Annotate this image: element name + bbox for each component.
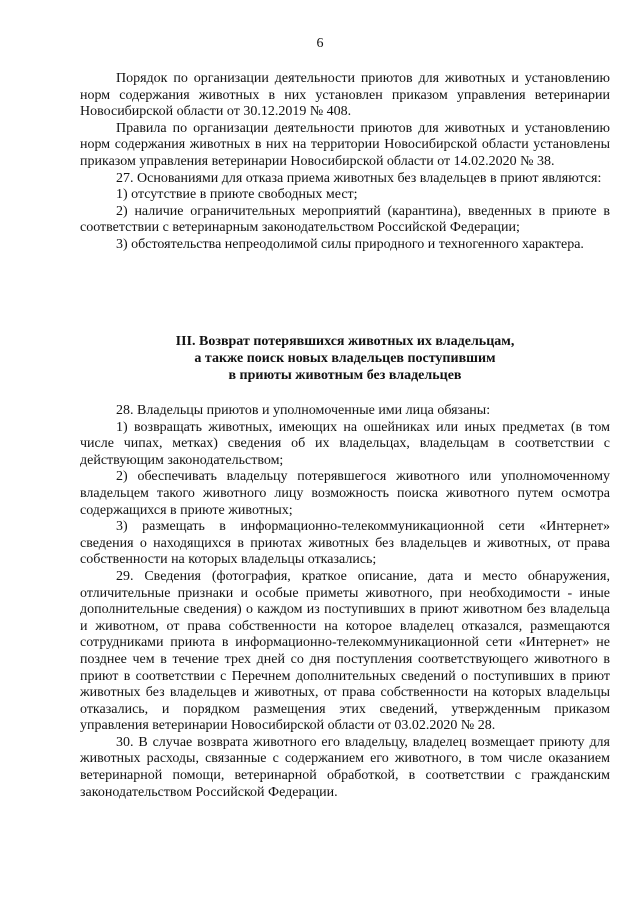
top-text-block — [80, 71, 610, 254]
paragraph-28-item-1: 1) возвращать животных, имеющих на ошейниках или иных предметах (в том числе чипах, метках) сведения об их владельцах, владельцам в соответствии с действующим законодательством; — [80, 419, 610, 468]
paragraph-28-item-2: 2) обеспечивать владельцу потерявшегося животного или уполномоченному владельцем такого животного лицу возможность поиска животного путем осмотра содержащихся в приюте животных; — [80, 469, 610, 518]
section-heading — [80, 333, 610, 384]
paragraph-27-item-1: 1) отсутствие в приюте свободных мест; — [116, 187, 358, 203]
paragraph-shelter-procedure: Порядок по организации деятельности приютов для животных и установлению норм содержания животных в них установлен приказом управления ветеринарии Новосибирской области от 30.12.2019 № 408. — [80, 71, 610, 120]
paragraph-shelter-rules: Правила по организации деятельности приютов для животных и установлению норм содержания животных в них на территории Новосибирской области установлены приказом управления ветеринарии Новосибирской области от 14.02.2020 № 38. — [80, 120, 610, 169]
paragraph-27-item-3: 3) обстоятельства непреодолимой силы природного и техногенного характера. — [116, 236, 584, 252]
paragraph-28-item-3: 3) размещать в информационно-телекоммуникационной сети «Интернет» сведения о находящихся в приютах животных без владельцев и животных, от права собственности на которых владельцы отказались; — [80, 519, 610, 568]
page-number: 6 — [316, 36, 324, 51]
bottom-text-block — [80, 403, 610, 801]
paragraph-29: 29. Сведения (фотография, краткое описание, дата и место обнаружения, отличительные признаки и особые приметы животного, при необходимости - иные дополнительные сведения) о каждом из поступивших в приют животном без владельца и животном, от права собственности на которое владелец отказался, размещаются сотрудниками приюта в информационно-телекоммуникационной сети «Интернет» не позднее чем в течение трех дней со дня поступления соответствующего животного в приют в соответствии с Перечнем дополнительных сведений о поступивших в приют животных без владельцев и животных, от права собственности на которых владельцы отказались, и порядком размещения этих сведений, утвержденным приказом управления ветеринарии Новосибирской области от 03.02.2020 № 28. — [80, 568, 610, 734]
section-heading-line: а также поиск новых владельцев поступившим — [194, 351, 496, 366]
section-heading-line: III. Возврат потерявшихся животных их владельцам, — [175, 334, 515, 349]
paragraph-27-item-2: 2) наличие ограничительных мероприятий (карантина), введенных в приюте в соответствии с ветеринарным законодательством Российской Федерации; — [80, 203, 610, 236]
paragraph-30: 30. В случае возврата животного его владельцу, владелец возмещает приюту для животных расходы, связанные с содержанием его животного, в том числе оказанием ветеринарной помощи, ветеринарной обработкой, в соответствии с гражданским законодательством Российской Федерации. — [80, 734, 610, 800]
paragraph-28: 28. Владельцы приютов и уполномоченные ими лица обязаны: — [116, 403, 491, 418]
section-heading-line: в приюты животным без владельцев — [228, 368, 462, 383]
paragraph-27: 27. Основаниями для отказа приема животных без владельцев в приют являются: — [116, 170, 602, 186]
